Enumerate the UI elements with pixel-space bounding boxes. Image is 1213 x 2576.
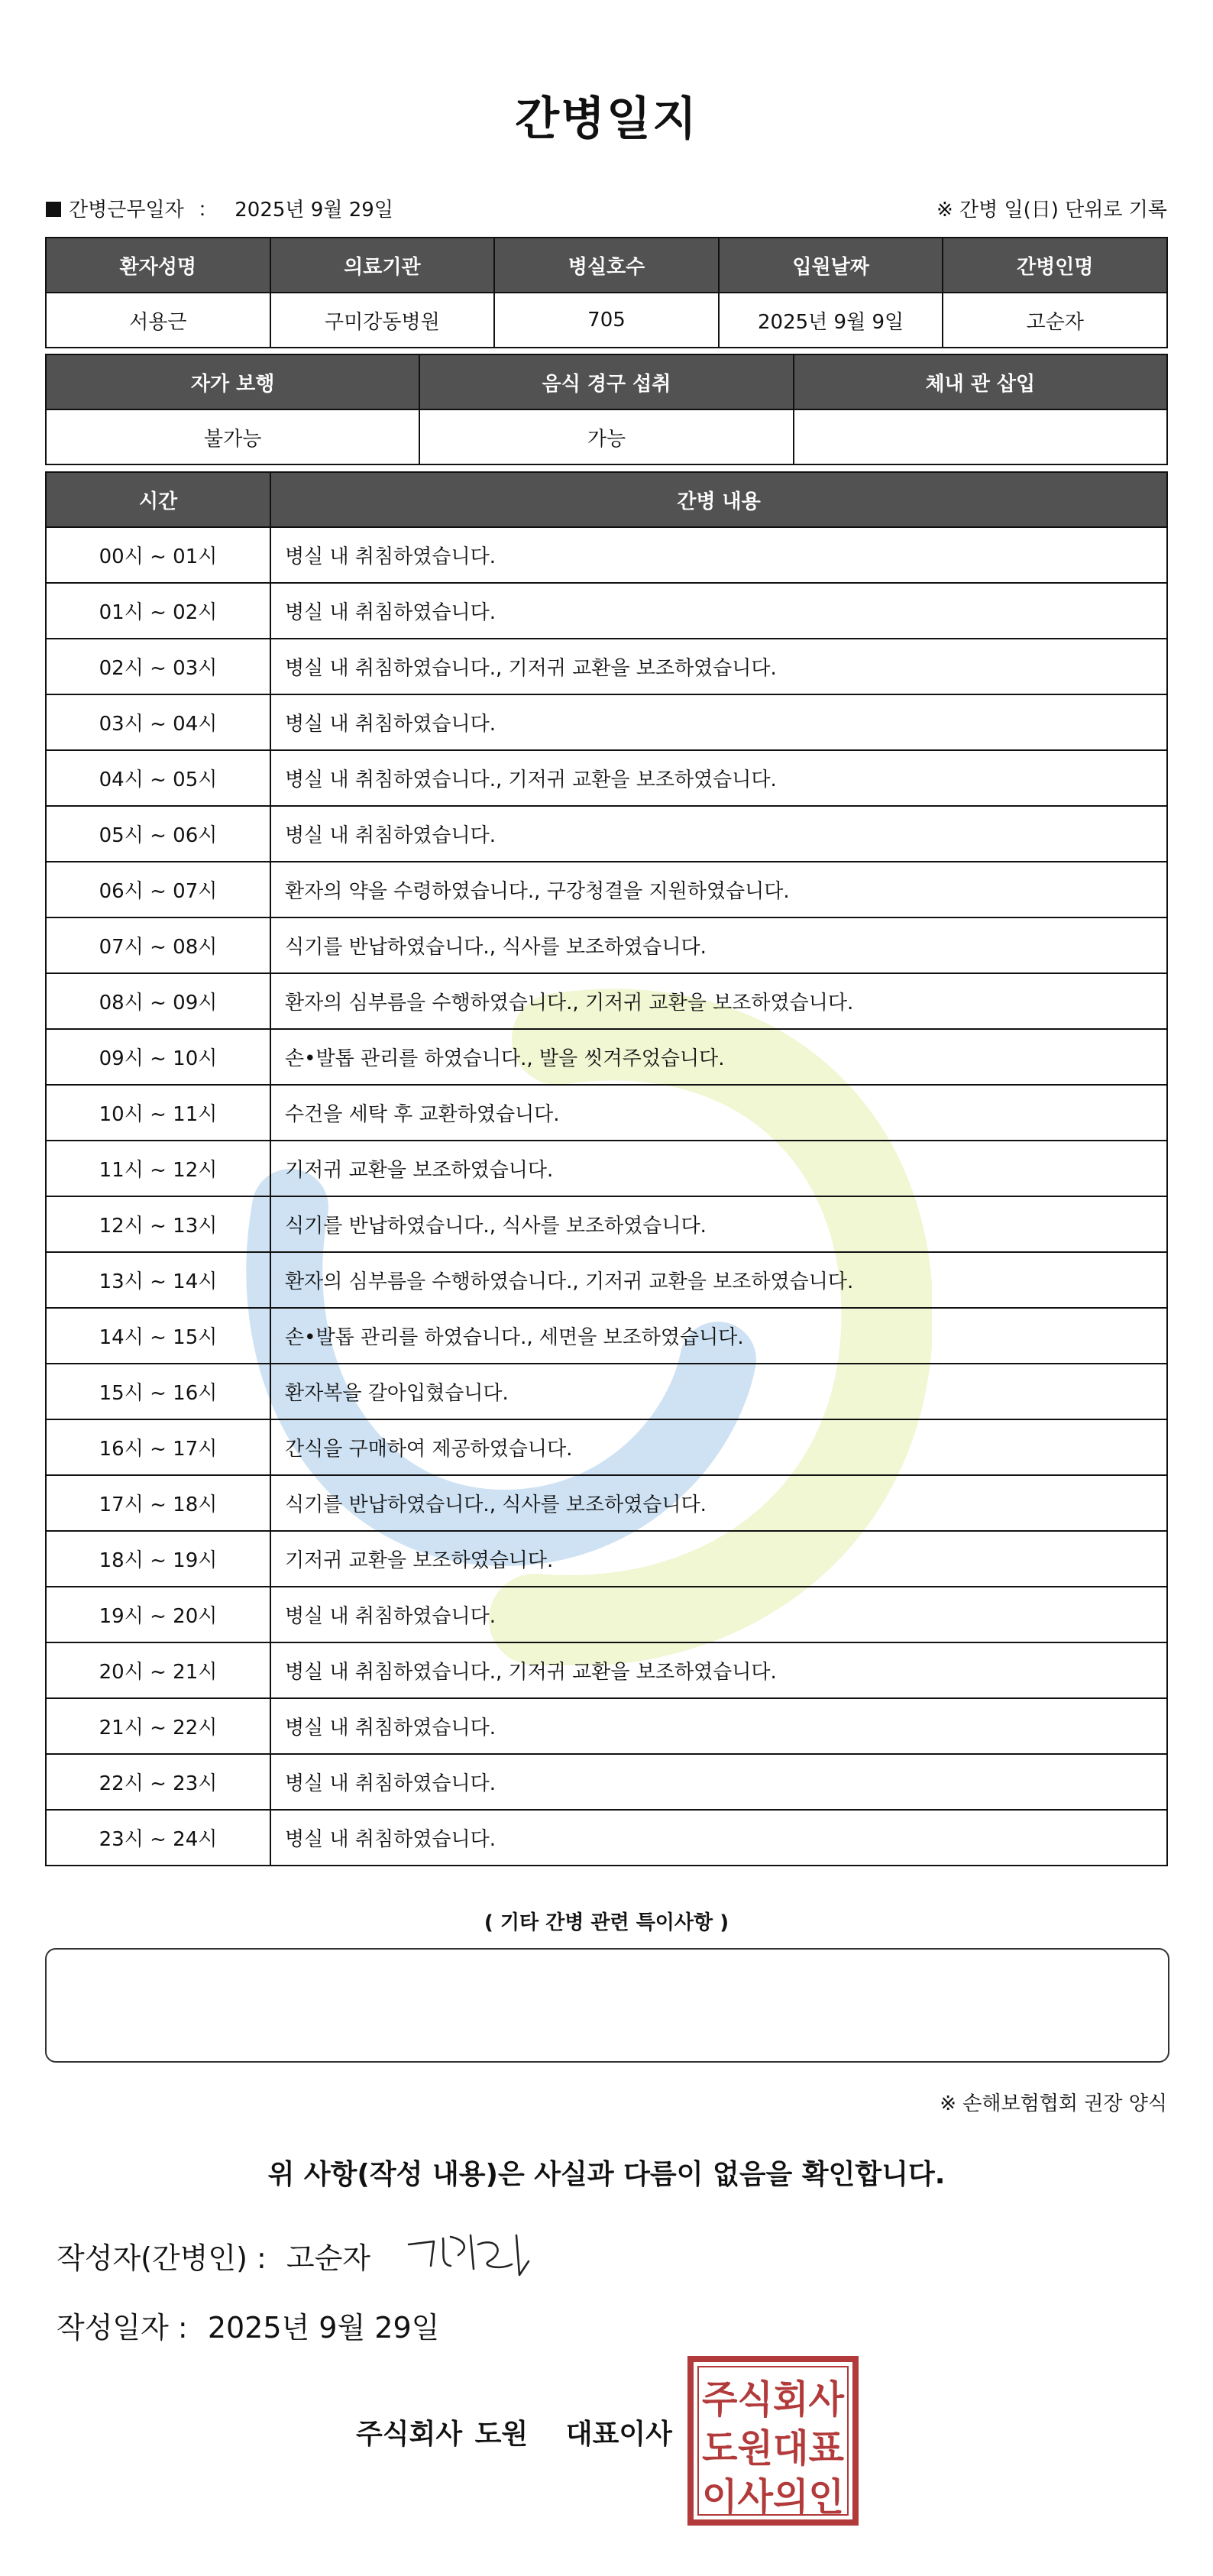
log-time: 02시 ~ 03시 [46, 639, 270, 694]
company-signature: 주식회사 도원 대표이사 [356, 2419, 672, 2450]
document-title: 간병일지 [515, 92, 698, 146]
oral-intake-value: 가능 [419, 409, 793, 464]
log-content: 병실 내 취침하였습니다. [270, 1810, 1167, 1866]
log-row [46, 694, 1167, 750]
log-content: 수건을 세탁 후 교환하였습니다. [270, 1085, 1167, 1141]
writer-label: 작성자(간병인) : [57, 2241, 267, 2275]
log-content: 병실 내 취침하였습니다., 기저귀 교환을 보조하였습니다. [270, 750, 1167, 806]
header-patient-name: 환자성명 [46, 238, 270, 293]
log-row [46, 1196, 1167, 1252]
log-row [46, 1308, 1167, 1364]
care-log-table [45, 471, 1168, 1866]
log-row [46, 639, 1167, 694]
writer-line [57, 2235, 370, 2277]
work-date-value: 2025년 9월 29일 [235, 199, 393, 222]
log-content: 식기를 반납하였습니다., 식사를 보조하였습니다. [270, 917, 1167, 973]
log-content: 병실 내 취침하였습니다. [270, 583, 1167, 639]
log-time: 08시 ~ 09시 [46, 973, 270, 1029]
log-content: 식기를 반납하였습니다., 식사를 보조하였습니다. [270, 1475, 1167, 1531]
log-content: 환자의 약을 수령하였습니다., 구강청결을 지원하였습니다. [270, 862, 1167, 917]
room-number: 705 [494, 293, 719, 348]
log-row [46, 1642, 1167, 1698]
company-seal-stamp-icon [686, 2354, 860, 2527]
log-content: 기저귀 교환을 보조하였습니다. [270, 1141, 1167, 1196]
header-self-walking: 자가 보행 [46, 354, 419, 409]
work-date-label: 간병근무일자 [69, 199, 184, 222]
log-time: 22시 ~ 23시 [46, 1754, 270, 1810]
log-row [46, 1364, 1167, 1419]
log-time: 15시 ~ 16시 [46, 1364, 270, 1419]
tube-insertion-value [794, 409, 1167, 464]
log-content: 환자복을 갈아입혔습니다. [270, 1364, 1167, 1419]
writer-name: 고순자 [286, 2241, 370, 2275]
written-date-value: 2025년 9월 29일 [207, 2311, 440, 2345]
log-time: 11시 ~ 12시 [46, 1141, 270, 1196]
log-row [46, 750, 1167, 806]
log-time: 03시 ~ 04시 [46, 694, 270, 750]
header-time: 시간 [46, 472, 270, 527]
log-row [46, 527, 1167, 583]
notes-title: ( 기타 간병 관련 특이사항 ) [484, 1911, 729, 1934]
log-row [46, 583, 1167, 639]
log-content: 손•발톱 관리를 하였습니다., 발을 씻겨주었습니다. [270, 1029, 1167, 1085]
patient-name: 서용근 [46, 293, 270, 348]
log-time: 21시 ~ 22시 [46, 1698, 270, 1754]
log-row [46, 1698, 1167, 1754]
log-time: 00시 ~ 01시 [46, 527, 270, 583]
log-content: 식기를 반납하였습니다., 식사를 보조하였습니다. [270, 1196, 1167, 1252]
log-row [46, 1531, 1167, 1587]
log-time: 18시 ~ 19시 [46, 1531, 270, 1587]
log-content: 기저귀 교환을 보조하였습니다. [270, 1531, 1167, 1587]
log-content: 병실 내 취침하였습니다. [270, 694, 1167, 750]
patient-info-table [45, 237, 1168, 348]
handwritten-signature-icon [405, 2222, 535, 2283]
log-time: 12시 ~ 13시 [46, 1196, 270, 1252]
written-date-line [57, 2304, 439, 2346]
log-time: 01시 ~ 02시 [46, 583, 270, 639]
hospital-name: 구미강동병원 [270, 293, 495, 348]
log-row [46, 806, 1167, 862]
log-content: 병실 내 취침하였습니다. [270, 1754, 1167, 1810]
log-content: 병실 내 취침하였습니다., 기저귀 교환을 보조하였습니다. [270, 639, 1167, 694]
log-content: 환자의 심부름을 수행하였습니다., 기저귀 교환을 보조하였습니다. [270, 973, 1167, 1029]
log-content: 간식을 구매하여 제공하였습니다. [270, 1419, 1167, 1475]
log-time: 23시 ~ 24시 [46, 1810, 270, 1866]
log-row [46, 1085, 1167, 1141]
log-time: 14시 ~ 15시 [46, 1308, 270, 1364]
log-content: 환자의 심부름을 수행하였습니다., 기저귀 교환을 보조하였습니다. [270, 1252, 1167, 1308]
patient-status-table [45, 354, 1168, 465]
log-time: 05시 ~ 06시 [46, 806, 270, 862]
header-room-number: 병실호수 [494, 238, 719, 293]
work-date [46, 194, 393, 222]
log-row [46, 917, 1167, 973]
log-time: 16시 ~ 17시 [46, 1419, 270, 1475]
log-time: 13시 ~ 14시 [46, 1252, 270, 1308]
log-time: 07시 ~ 08시 [46, 917, 270, 973]
seal-line-3: 이사의인 [702, 2475, 844, 2519]
log-time: 09시 ~ 10시 [46, 1029, 270, 1085]
header-tube-insertion: 체내 관 삽입 [794, 354, 1167, 409]
log-time: 04시 ~ 05시 [46, 750, 270, 806]
header-caregiver-name: 간병인명 [943, 238, 1167, 293]
log-time: 06시 ~ 07시 [46, 862, 270, 917]
header-care-content: 간병 내용 [270, 472, 1167, 527]
log-row [46, 1141, 1167, 1196]
seal-line-2: 도원대표 [702, 2426, 845, 2471]
log-time: 19시 ~ 20시 [46, 1587, 270, 1642]
self-walking-value: 불가능 [46, 409, 419, 464]
log-time: 20시 ~ 21시 [46, 1642, 270, 1698]
square-bullet-icon [46, 202, 61, 217]
seal-line-1: 주식회사 [702, 2377, 845, 2422]
recommendation-note: ※ 손해보험협회 권장 양식 [940, 2092, 1167, 2115]
log-content: 병실 내 취침하였습니다., 기저귀 교환을 보조하였습니다. [270, 1642, 1167, 1698]
log-row [46, 862, 1167, 917]
log-time: 17시 ~ 18시 [46, 1475, 270, 1531]
log-row [46, 1252, 1167, 1308]
log-row [46, 1029, 1167, 1085]
log-row [46, 1587, 1167, 1642]
special-notes-box [45, 1948, 1169, 2063]
log-content: 병실 내 취침하였습니다. [270, 806, 1167, 862]
log-content: 손•발톱 관리를 하였습니다., 세면을 보조하였습니다. [270, 1308, 1167, 1364]
log-content: 병실 내 취침하였습니다. [270, 1587, 1167, 1642]
confirmation-statement: 위 사항(작성 내용)은 사실과 다름이 없음을 확인합니다. [267, 2159, 946, 2190]
log-row [46, 1419, 1167, 1475]
log-row [46, 1475, 1167, 1531]
log-content: 병실 내 취침하였습니다. [270, 527, 1167, 583]
admission-date: 2025년 9월 9일 [719, 293, 943, 348]
header-hospital: 의료기관 [270, 238, 495, 293]
written-date-label: 작성일자 : [57, 2311, 188, 2345]
header-admission-date: 입원날짜 [719, 238, 943, 293]
daily-record-note: ※ 간병 일(日) 단위로 기록 [936, 199, 1167, 222]
caregiver-name: 고순자 [943, 293, 1167, 348]
log-row [46, 1810, 1167, 1866]
log-content: 병실 내 취침하였습니다. [270, 1698, 1167, 1754]
log-row [46, 1754, 1167, 1810]
header-oral-intake: 음식 경구 섭취 [419, 354, 793, 409]
log-time: 10시 ~ 11시 [46, 1085, 270, 1141]
log-row [46, 973, 1167, 1029]
work-date-separator: ： [197, 199, 218, 222]
